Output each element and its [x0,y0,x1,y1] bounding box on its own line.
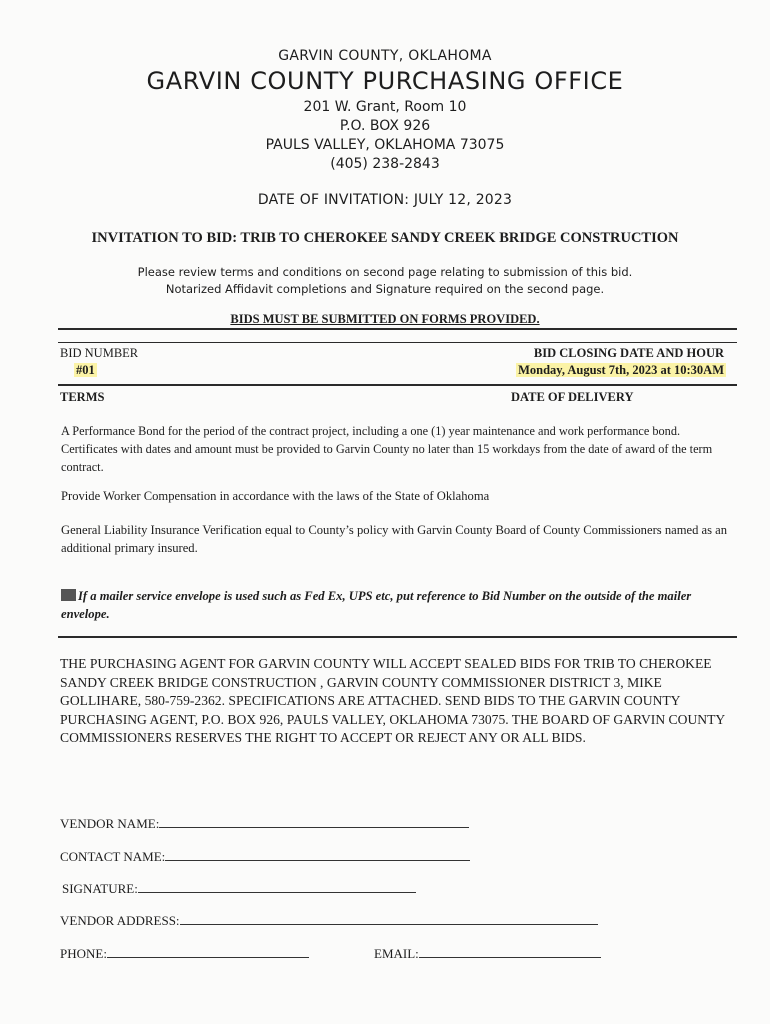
vendor-address-field[interactable] [180,924,598,925]
mailer-note-marker [61,589,76,601]
divider [58,384,737,386]
signature-row [62,881,416,897]
email-field[interactable] [419,957,601,958]
phone-field[interactable] [107,957,309,958]
phone-label: PHONE: [60,946,107,961]
invitation-date: DATE OF INVITATION: JULY 12, 2023 [257,192,513,208]
vendor-name-label: VENDOR NAME: [60,816,160,831]
signature-label: SIGNATURE: [62,881,138,896]
address-line-2: P.O. BOX 926 [339,118,431,134]
vendor-name-row [60,816,469,832]
address-line-3: PAULS VALLEY, OKLAHOMA 73075 [265,137,505,153]
delivery-label: DATE OF DELIVERY [511,390,634,404]
vendor-address-label: VENDOR ADDRESS: [60,913,180,928]
instructions-line-1: Please review terms and conditions on second page relating to submission of this bid. [137,265,633,279]
contact-name-row [60,849,470,865]
mailer-note: If a mailer service envelope is used such as Fed Ex, UPS etc, put reference to Bid Number on the outside of the mailer envelope. [61,589,692,621]
phone-row [60,946,309,962]
liability-term: General Liability Insurance Verification equal to County’s policy with Garvin County Board of County Commissioners named as an additional primary insured. [61,523,728,555]
bid-title: INVITATION TO BID: TRIB TO CHEROKEE SANDY CREEK BRIDGE CONSTRUCTION [91,230,679,246]
address-line-1: 201 W. Grant, Room 10 [303,99,467,115]
contact-name-field[interactable] [165,860,470,861]
bid-number-label: BID NUMBER [60,346,139,360]
email-label: EMAIL: [374,946,419,961]
vendor-name-field[interactable] [159,827,469,828]
instructions-line-2: Notarized Affidavit completions and Signature required on the second page. [165,282,605,296]
divider [58,342,737,343]
forms-notice: BIDS MUST BE SUBMITTED ON FORMS PROVIDED. [230,312,540,326]
contact-name-label: CONTACT NAME: [60,849,166,864]
workers-comp-term: Provide Worker Compensation in accordance with the laws of the State of Oklahoma [61,489,490,503]
phone-number: (405) 238-2843 [330,156,440,172]
divider [58,636,737,638]
performance-bond-term: A Performance Bond for the period of the contract project, including a one (1) year maintenance and work performance bond. Certificates with dates and amount must be provided to Garvin County no later than 15 workdays from the date of award of the term contract. [61,424,713,474]
county-heading: GARVIN COUNTY, OKLAHOMA [278,48,492,64]
closing-label: BID CLOSING DATE AND HOUR [533,346,724,360]
office-title: GARVIN COUNTY PURCHASING OFFICE [146,67,624,95]
signature-field[interactable] [138,892,416,893]
divider [58,328,737,330]
email-row [374,946,601,962]
bid-notice-paragraph: THE PURCHASING AGENT FOR GARVIN COUNTY WILL ACCEPT SEALED BIDS FOR TRIB TO CHEROKEE SANDY CREEK BRIDGE CONSTRUCTION , GARVIN COUNTY COMMISSIONER DISTRICT 3, MIKE GOLLIHARE, 580-759-2362. SPECIFICATIONS ARE ATTACHED. SEND BIDS TO THE GARVIN COUNTY PURCHASING AGENT, P.O. BOX 926, PAULS VALLEY, OKLAHOMA 73075. THE BOARD OF GARVIN COUNTY COMMISSIONERS RESERVES THE RIGHT TO ACCEPT OR REJECT ANY OR ALL BIDS. [60,656,725,745]
closing-value: Monday, August 7th, 2023 at 10:30AM [518,363,724,377]
terms-label: TERMS [60,390,105,404]
bid-number-value: #01 [76,363,95,377]
vendor-address-row [60,913,598,929]
